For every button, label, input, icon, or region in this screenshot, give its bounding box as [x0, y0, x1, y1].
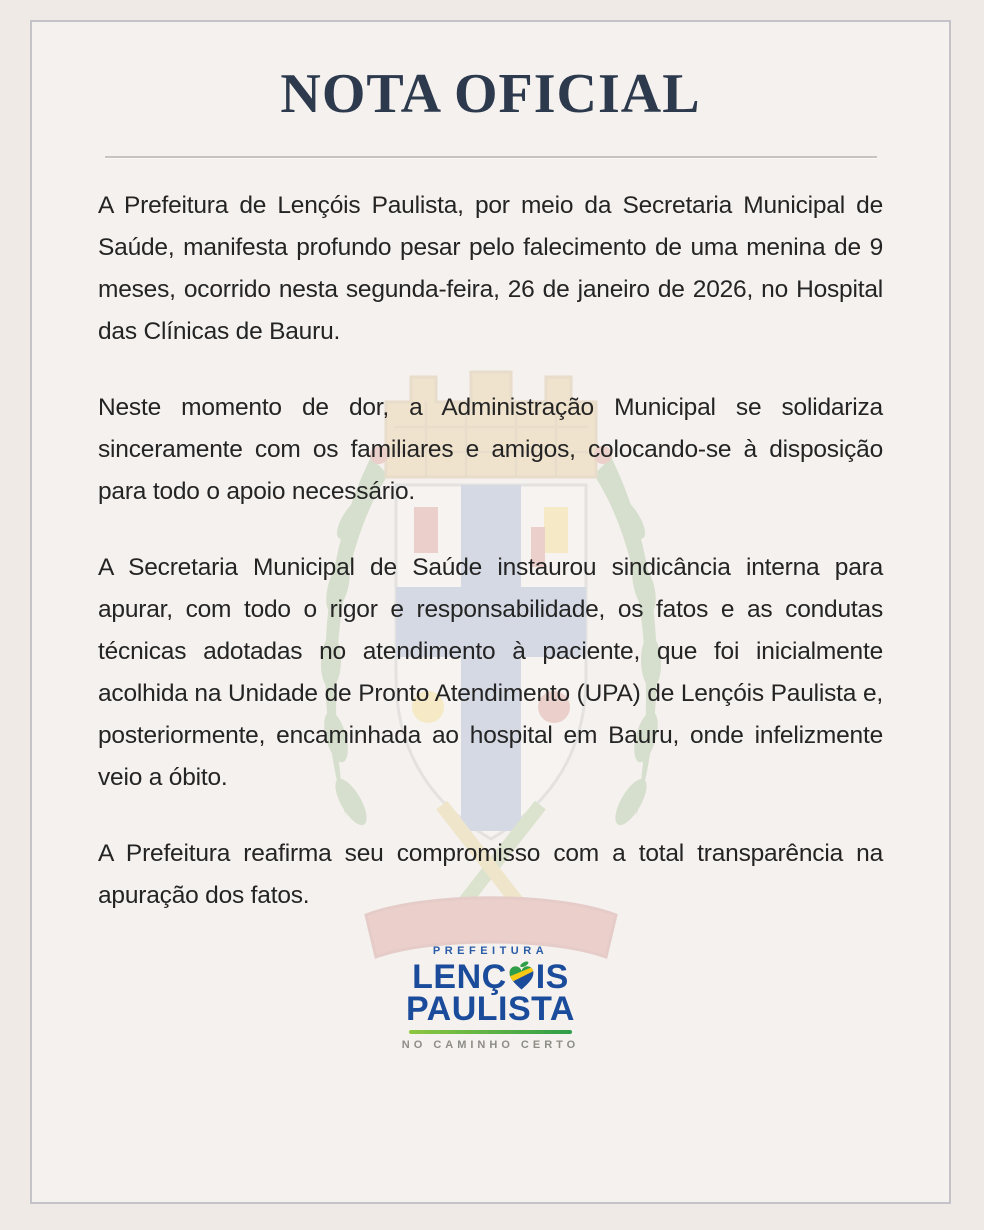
paragraph-solidarity: Neste momento de dor, a Administração Municipal se solidariza sinceramente com os familiares e amigos, colocando-se à disposição para todo o apoio necessário. [98, 394, 883, 505]
logo-tagline: NO CAMINHO CERTO [401, 1039, 580, 1051]
note-body [98, 185, 883, 917]
title-divider [105, 156, 877, 159]
logo-city-part1: LENÇ [412, 958, 507, 996]
note-content [32, 62, 949, 1051]
paragraph-investigation: A Secretaria Municipal de Saúde instaurou sindicância interna para apurar, com todo o rigor e responsabilidade, os fatos e as condutas técnicas adotadas no atendimento à paciente, que foi inicialmente acolhida na Unidade de Pronto Atendimento (UPA) de Lençóis Paulista e, posteriormente, encaminhada ao hospital em Bauru, onde infelizmente veio a óbito. [98, 554, 883, 791]
logo-city-part2: IS [535, 958, 569, 996]
page-title: NOTA OFICIAL [280, 63, 701, 125]
logo-city-line2: PAULISTA [406, 990, 575, 1028]
city-hall-logo [98, 945, 883, 1051]
paragraph-transparency: A Prefeitura reafirma seu compromisso com a total transparência na apuração dos fatos. [98, 840, 883, 909]
heart-brazil-icon [508, 960, 535, 992]
logo-prefeitura-label: PREFEITURA [432, 945, 549, 957]
paragraph-condolence: A Prefeitura de Lençóis Paulista, por meio da Secretaria Municipal de Saúde, manifesta profundo pesar pelo falecimento de uma menina de 9 meses, ocorrido nesta segunda-feira, 26 de janeiro de 2026, no Hospital das Clínicas de Bauru. [98, 192, 883, 345]
logo-green-underline [409, 1030, 572, 1034]
logo-city-line1 [98, 958, 883, 996]
official-note-card [30, 20, 951, 1204]
